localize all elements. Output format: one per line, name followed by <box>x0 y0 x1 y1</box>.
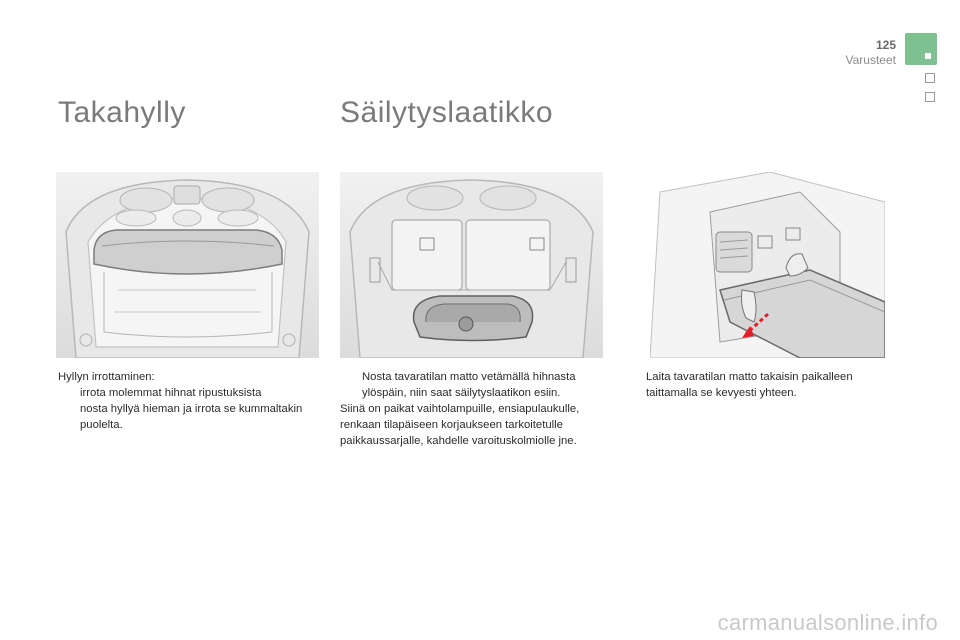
chapter-tab-active <box>905 33 937 65</box>
trunk-mat-drawing <box>650 172 885 358</box>
rear-shelf-intro: Hyllyn irrottaminen: <box>58 371 155 383</box>
storage-box-paragraph: Siinä on paikat vaihtolampuille, ensiapulaukulle, renkaan tilapäiseen korjaukseen tarkoitetulle paikkaussarjalle, kahdelle varoituskolmiolle jne. <box>340 403 580 447</box>
list-item <box>624 369 894 401</box>
trunk-mat-text <box>624 369 894 401</box>
list-item-text: Laita tavaratilan matto takaisin paikalleen taittamalla se kevyesti yhteen. <box>646 371 853 399</box>
list-item <box>340 369 608 401</box>
trunk-mat-illustration <box>650 172 885 358</box>
page-number: 125 <box>875 38 896 52</box>
list-item-text: nosta hyllyä hieman ja irrota se kummaltakin puolelta. <box>80 403 303 431</box>
rear-shelf-illustration <box>56 172 319 358</box>
storage-box-illustration <box>340 172 603 358</box>
storage-box-drawing <box>340 172 603 358</box>
section-heading-storage-box: Säilytyslaatikko <box>340 96 554 129</box>
list-item <box>58 385 308 401</box>
section-heading-rear-shelf: Takahylly <box>58 96 186 129</box>
footer-watermark: carmanualsonline.info <box>717 610 938 635</box>
section-label: Varusteet <box>845 53 896 67</box>
chapter-tab-marker <box>925 53 931 59</box>
chapter-tab-empty <box>925 92 935 102</box>
list-item-text: irrota molemmat hihnat ripustuksista <box>80 387 262 399</box>
chapter-tab-empty <box>925 73 935 83</box>
rear-shelf-drawing <box>56 172 319 358</box>
storage-box-text <box>340 369 608 449</box>
rear-shelf-text <box>58 369 308 433</box>
list-item-text: Nosta tavaratilan matto vetämällä hihnasta ylöspäin, niin saat säilytyslaatikon esiin. <box>362 371 576 399</box>
list-item <box>58 401 308 433</box>
